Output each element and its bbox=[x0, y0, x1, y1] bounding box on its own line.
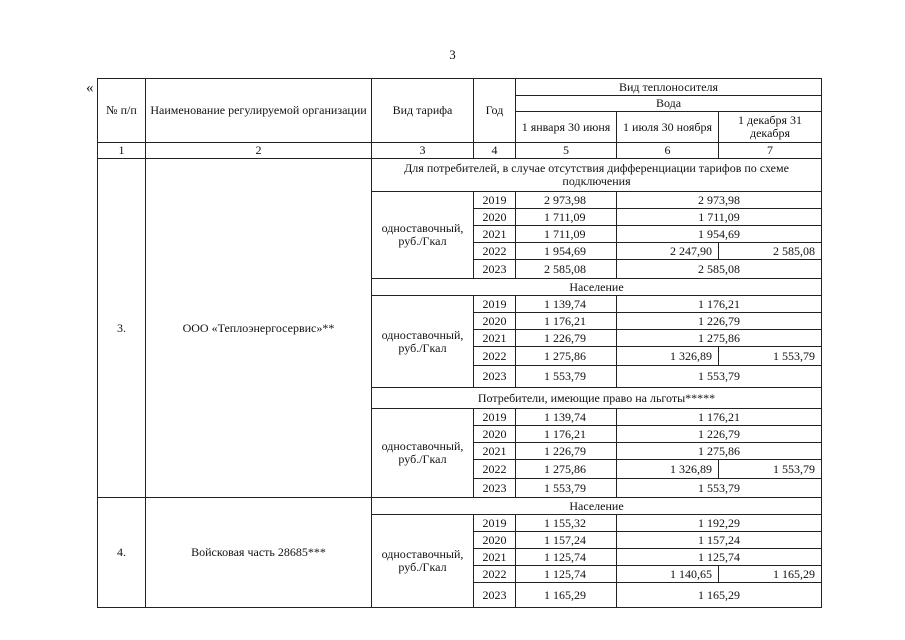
org-name: Войсковая часть 28685*** bbox=[146, 498, 372, 608]
tariff-type-cell: одноставочный, руб./Гкал bbox=[372, 296, 474, 388]
year-cell: 2021 bbox=[474, 226, 516, 243]
org-number: 3. bbox=[98, 159, 146, 498]
value-period-2-3: 1 275,86 bbox=[617, 330, 822, 347]
year-cell: 2022 bbox=[474, 566, 516, 583]
year-cell: 2021 bbox=[474, 443, 516, 460]
section-title: Население bbox=[372, 279, 822, 296]
value-period-1: 1 954,69 bbox=[516, 243, 617, 260]
value-period-1: 1 125,74 bbox=[516, 549, 617, 566]
value-period-1: 1 275,86 bbox=[516, 347, 617, 366]
header-period-1: 1 января 30 июня bbox=[516, 112, 617, 143]
value-period-1: 1 125,74 bbox=[516, 566, 617, 583]
value-period-1: 1 139,74 bbox=[516, 409, 617, 426]
value-period-2-3: 1 226,79 bbox=[617, 313, 822, 330]
year-cell: 2023 bbox=[474, 583, 516, 608]
value-period-2-3: 1 192,29 bbox=[617, 515, 822, 532]
value-period-1: 1 139,74 bbox=[516, 296, 617, 313]
section-title: Население bbox=[372, 498, 822, 515]
tariff-type-cell: одноставочный, руб./Гкал bbox=[372, 515, 474, 608]
value-period-1: 1 165,29 bbox=[516, 583, 617, 608]
col-number: 5 bbox=[516, 143, 617, 159]
header-org: Наименование регулируемой организации bbox=[146, 79, 372, 143]
value-period-2-3: 1 226,79 bbox=[617, 426, 822, 443]
tariff-type-cell: одноставочный, руб./Гкал bbox=[372, 409, 474, 498]
col-number: 2 bbox=[146, 143, 372, 159]
col-number: 6 bbox=[617, 143, 719, 159]
value-period-2-3: 1 165,29 bbox=[617, 583, 822, 608]
value-period-2-3: 1 176,21 bbox=[617, 409, 822, 426]
value-period-1: 1 226,79 bbox=[516, 330, 617, 347]
value-period-2-3: 1 553,79 bbox=[617, 479, 822, 498]
org-name: ООО «Теплоэнергосервис»** bbox=[146, 159, 372, 498]
value-period-2-3: 1 125,74 bbox=[617, 549, 822, 566]
value-period-2-3: 1 157,24 bbox=[617, 532, 822, 549]
year-cell: 2022 bbox=[474, 347, 516, 366]
header-tariff-type: Вид тарифа bbox=[372, 79, 474, 143]
value-period-2-3: 1 711,09 bbox=[617, 209, 822, 226]
col-number: 1 bbox=[98, 143, 146, 159]
header-num: № п/п bbox=[98, 79, 146, 143]
year-cell: 2019 bbox=[474, 515, 516, 532]
value-period-1: 1 711,09 bbox=[516, 226, 617, 243]
value-period-2-3: 1 176,21 bbox=[617, 296, 822, 313]
value-period-2-3: 1 954,69 bbox=[617, 226, 822, 243]
page-number: 3 bbox=[449, 47, 456, 62]
col-number: 4 bbox=[474, 143, 516, 159]
year-cell: 2019 bbox=[474, 192, 516, 209]
value-period-1: 1 275,86 bbox=[516, 460, 617, 479]
year-cell: 2020 bbox=[474, 426, 516, 443]
col-number: 3 bbox=[372, 143, 474, 159]
col-number: 7 bbox=[719, 143, 822, 159]
value-period-2-3: 1 275,86 bbox=[617, 443, 822, 460]
column-numbers-row bbox=[98, 143, 822, 159]
value-period-2: 1 140,65 bbox=[617, 566, 719, 583]
year-cell: 2020 bbox=[474, 209, 516, 226]
value-period-1: 1 155,32 bbox=[516, 515, 617, 532]
year-cell: 2020 bbox=[474, 532, 516, 549]
year-cell: 2023 bbox=[474, 479, 516, 498]
tariff-table bbox=[97, 78, 822, 608]
value-period-1: 1 553,79 bbox=[516, 479, 617, 498]
value-period-3: 1 553,79 bbox=[719, 460, 822, 479]
value-period-1: 1 157,24 bbox=[516, 532, 617, 549]
section-title-row bbox=[98, 159, 822, 192]
value-period-2-3: 1 553,79 bbox=[617, 366, 822, 388]
header-period-2: 1 июля 30 ноября bbox=[617, 112, 719, 143]
value-period-1: 1 176,21 bbox=[516, 426, 617, 443]
year-cell: 2020 bbox=[474, 313, 516, 330]
section-title: Потребители, имеющие право на льготы***** bbox=[372, 388, 822, 409]
section-title-row bbox=[98, 498, 822, 515]
tariff-type-cell: одноставочный, руб./Гкал bbox=[372, 192, 474, 279]
value-period-2-3: 2 585,08 bbox=[617, 260, 822, 279]
value-period-3: 2 585,08 bbox=[719, 243, 822, 260]
year-cell: 2023 bbox=[474, 366, 516, 388]
year-cell: 2022 bbox=[474, 460, 516, 479]
year-cell: 2021 bbox=[474, 330, 516, 347]
header-carrier: Вид теплоносителя bbox=[516, 79, 822, 96]
value-period-3: 1 165,29 bbox=[719, 566, 822, 583]
header-row-1 bbox=[98, 79, 822, 96]
value-period-1: 1 226,79 bbox=[516, 443, 617, 460]
value-period-2: 2 247,90 bbox=[617, 243, 719, 260]
section-title: Для потребителей, в случае отсутствия дифференциации тарифов по схеме подключения bbox=[372, 159, 822, 192]
year-cell: 2021 bbox=[474, 549, 516, 566]
year-cell: 2019 bbox=[474, 296, 516, 313]
header-year: Год bbox=[474, 79, 516, 143]
value-period-1: 2 973,98 bbox=[516, 192, 617, 209]
year-cell: 2023 bbox=[474, 260, 516, 279]
org-number: 4. bbox=[98, 498, 146, 608]
value-period-1: 1 553,79 bbox=[516, 366, 617, 388]
value-period-1: 1 176,21 bbox=[516, 313, 617, 330]
value-period-3: 1 553,79 bbox=[719, 347, 822, 366]
value-period-1: 1 711,09 bbox=[516, 209, 617, 226]
header-water: Вода bbox=[516, 96, 822, 112]
value-period-1: 2 585,08 bbox=[516, 260, 617, 279]
year-cell: 2022 bbox=[474, 243, 516, 260]
year-cell: 2019 bbox=[474, 409, 516, 426]
open-quote-mark: « bbox=[86, 80, 94, 96]
value-period-2: 1 326,89 bbox=[617, 460, 719, 479]
value-period-2-3: 2 973,98 bbox=[617, 192, 822, 209]
header-period-3: 1 декабря 31 декабря bbox=[719, 112, 822, 143]
value-period-2: 1 326,89 bbox=[617, 347, 719, 366]
